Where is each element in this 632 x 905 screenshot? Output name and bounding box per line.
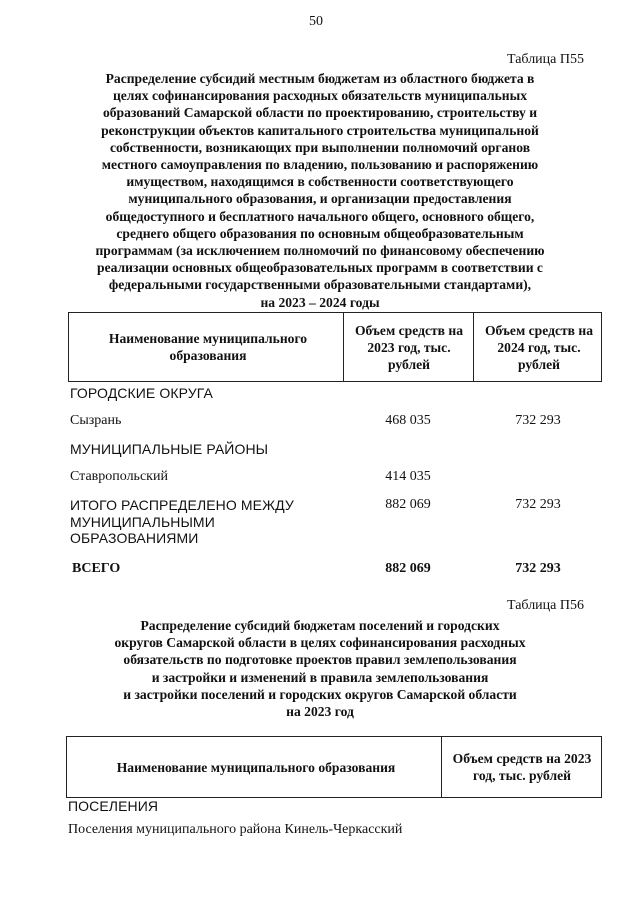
title-line: общедоступного и бесплатного начального общего, основного общего, <box>105 208 535 224</box>
table-row-name: МУНИЦИПАЛЬНЫЕ РАЙОНЫ <box>70 441 269 457</box>
title-line: реализации основных общеобразовательных программ в соответствии с <box>97 260 543 276</box>
title-line: местного самоуправления по владению, пользованию и распоряжению <box>101 157 539 173</box>
table-p55-title <box>40 70 600 311</box>
table-cell-2023: 882 069 <box>385 561 431 576</box>
table-cell-2023: 468 035 <box>385 413 431 428</box>
header-name: Наименование муниципального образования <box>116 759 396 775</box>
table-row-name: ГОРОДСКИЕ ОКРУГА <box>70 385 213 401</box>
table-row-name: ИТОГО РАСПРЕДЕЛЕНО МЕЖДУ МУНИЦИПАЛЬНЫМИ ОБРАЗОВАНИЯМИ <box>70 497 294 546</box>
title-line: среднего общего образования по основным общеобразовательным <box>116 225 524 241</box>
title-line: федеральными государственными образовательными стандартами), <box>108 277 532 293</box>
header-2024: Объем средств на 2024 год, тыс. рублей <box>484 322 594 372</box>
table-cell-2023: 882 069 <box>385 497 431 512</box>
title-line: собственности, возникающих при выполнении полномочий органов <box>109 139 531 155</box>
table-row-name: ПОСЕЛЕНИЯ <box>68 798 159 814</box>
table-row-name: Поселения муниципального района Кинель-Черкасский <box>68 822 403 837</box>
table-row-name: Ставропольский <box>70 469 168 484</box>
table-label-p56: Таблица П56 <box>507 598 584 613</box>
table-p56-title <box>40 617 600 720</box>
title-line: образований Самарской области по проектированию, строительству и <box>102 105 538 121</box>
page-number: 50 <box>309 14 323 29</box>
title-line: Распределение субсидий бюджетам поселений и городских <box>140 618 500 633</box>
table-p56-header <box>66 736 602 798</box>
title-line: на 2023 год <box>286 704 354 720</box>
table-row-name: Сызрань <box>70 413 122 428</box>
title-line: имуществом, находящимся в собственности соответствующего <box>126 174 514 190</box>
title-line: и застройки поселений и городских округов Самарской области <box>123 686 517 702</box>
table-label-p55: Таблица П55 <box>507 52 584 67</box>
table-cell-2024: 732 293 <box>515 561 561 576</box>
title-line: программам (за исключением полномочий по финансовому обеспечению <box>95 243 545 259</box>
table-p55-header <box>68 312 602 382</box>
title-line: целях софинансирования расходных обязательств муниципальных <box>112 88 528 104</box>
table-cell-2023: 414 035 <box>385 469 431 484</box>
title-line: обязательств по подготовке проектов правил землепользования <box>123 652 517 668</box>
table-cell-2024: 732 293 <box>515 413 561 428</box>
title-line: и застройки и изменений в правила землепользования <box>151 669 489 685</box>
title-line: округов Самарской области в целях софинансирования расходных <box>114 635 526 651</box>
header-2023: Объем средств на 2023 год, тыс. рублей <box>354 322 464 372</box>
header-name: Наименование муниципального образования <box>108 331 308 363</box>
table-cell-2024: 732 293 <box>515 497 561 512</box>
title-line: Распределение субсидий местным бюджетам из областного бюджета в <box>105 71 535 86</box>
title-line: реконструкции объектов капитального строительства муниципальной <box>101 122 539 138</box>
title-line: муниципального образования, и организации предоставления <box>128 191 512 207</box>
header-2023: Объем средств на 2023 год, тыс. рублей <box>452 751 592 783</box>
title-line: на 2023 – 2024 годы <box>260 294 380 310</box>
table-row-total: ВСЕГО <box>72 561 121 576</box>
